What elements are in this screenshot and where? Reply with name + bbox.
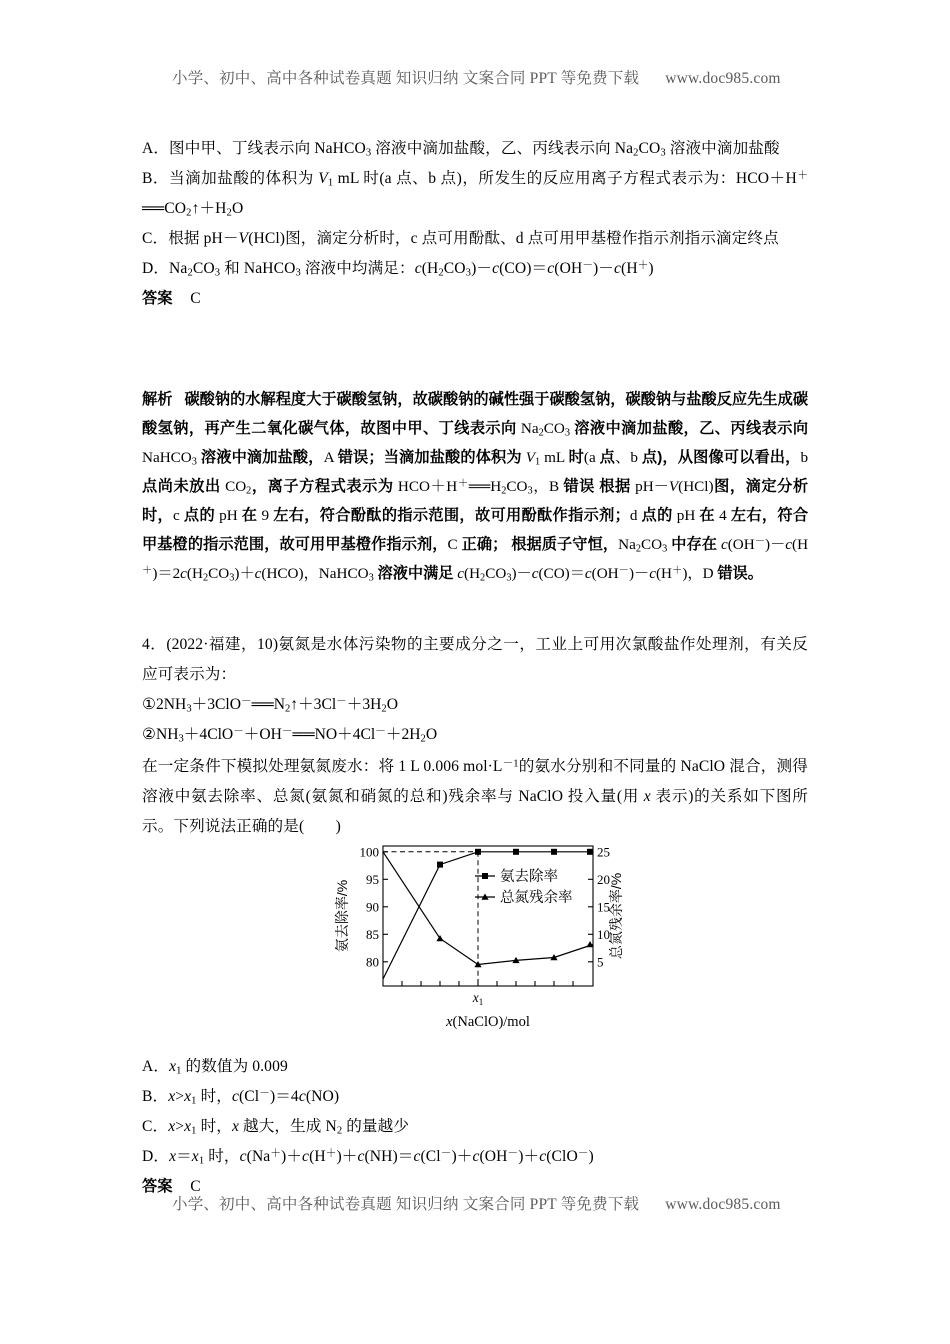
site-banner-bottom (172, 1192, 781, 1214)
q4-stem-2: 在一定条件下模拟处理氨氮废水：将 1 L 0.006 $mol\cdot L^{-1}$的氨水分别和不同量的 NaClO 混合，测得溶液中氨去除率、总氮(氨氮和硝氮的总和)残余率与 NaClO 投入量(用 x 表示)的关系如下图所示。下列说法正确的是( ) (142, 758, 808, 835)
ammonia-removal-chart (325, 834, 625, 1054)
q3-answer-value: C (190, 290, 201, 307)
series-total-nitrogen-residual (383, 852, 594, 967)
svg-text:10: 10 (597, 927, 610, 943)
left-axis-tick-labels (360, 845, 380, 970)
q3-analysis-label: 解析 (142, 391, 173, 408)
legend-label-2: 总氮残余率 (500, 890, 573, 906)
chart-guide-lines (383, 852, 478, 986)
q4-option-a: A．$x_1$ 的数值为 0.009 (142, 1058, 288, 1077)
banner-url-bottom: www.doc985.com (665, 1196, 781, 1213)
x-axis-ticks (402, 979, 573, 986)
svg-text:5: 5 (597, 954, 604, 970)
q4-answer-value: C (190, 1178, 201, 1195)
svg-text:100: 100 (359, 844, 379, 860)
svg-text:90: 90 (366, 899, 379, 915)
svg-text:85: 85 (366, 927, 379, 943)
q4-source: (2022·福建，10) (166, 636, 279, 653)
q3-answer-label: 答案 (142, 290, 173, 307)
q4-stem-text: 氨氮是水体污染物的主要成分之一，工业上可用次氯酸盐作处理剂，有关反应可表示为： (142, 636, 808, 683)
banner-text-cn: 小学、初中、高中各种试卷真题 知识归纳 文案合同 PPT 等免费下载 (172, 70, 640, 87)
svg-text:95: 95 (366, 872, 379, 888)
q3-analysis: 解析 碳酸钠的水解程度大于碳酸氢钠，故碳酸钠的碱性强于碳酸氢钠，碳酸钠与盐酸反应先生成碳酸氢钠，再产生二氧化碳气体，故图中甲、丁线表示向 $Na_2CO_3$ 溶液中滴加盐酸，乙、丙线表示向 NaHCO$_3$ 溶液中滴加盐酸，A 错误；当滴加盐酸的体积为 $V_1$ mL 时(a 点、b 点)，从图像可以看出，b 点尚未放出 $CO_2$，离子方程式表示为 $HCO+H^+══H_2CO_3$，B 错误 根据 pH－V(HCl)图，滴定分析时，c 点的 pH 在 9 左右，符合酚酞的指示范围，故可用酚酞作指示剂；d 点的 pH 在 4 左右，符合甲基橙的指示范围，故可用甲基橙作指示剂，C 正确； 根据质子守恒，$Na_2CO_3$ 中存在 $c(OH^-)-c(H^+)=2c(H_2CO_3)+c(HCO)$，NaHCO$_3$ 溶液中满足 $c(H_2CO_3)-c(CO)=c(OH^-)-c(H^+)$，D 错误。 (142, 391, 809, 584)
q3-answer-line (142, 284, 808, 314)
q3-option-d: D．$Na_2CO_3$ 和 NaHCO$_3$ 溶液中均满足：$c(H_2CO_3)-c(CO)=c(OH^-)-c(H^+)$ (142, 260, 654, 279)
svg-text:80: 80 (366, 954, 379, 970)
svg-text:25: 25 (597, 844, 610, 860)
banner-text-cn-bottom: 小学、初中、高中各种试卷真题 知识归纳 文案合同 PPT 等免费下载 (172, 1196, 640, 1213)
series-ammonia-removal (383, 849, 593, 979)
banner-url: www.doc985.com (665, 70, 781, 87)
question4-options (142, 1052, 808, 1202)
q4-number: 4． (142, 636, 167, 653)
site-banner-top (172, 66, 781, 88)
left-axis-ticks (383, 852, 388, 962)
q3-option-b: B．当滴加盐酸的体积为 $V_1$ mL 时(a 点、b 点)，所发生的反应用离子方程式表示为：$HCO+H^+══CO_2↑+H_2O$ (142, 170, 809, 219)
question3-options (142, 134, 808, 314)
q4-option-c: C．$x>x_1$ 时，x 越大，生成 $N_2$ 的量越少 (142, 1118, 410, 1137)
q4-equation-1: $①2NH_3+3ClO^-══N_2↑+3Cl^-+3H_2O$ (142, 696, 398, 715)
q4-equation-2: $②NH_3+4ClO^-+OH^-══NO+4Cl^-+2H_2O$ (142, 726, 438, 745)
x-axis-title: x(NaClO)/mol (446, 1014, 530, 1030)
y2-axis-title: 总氮残余率/% (608, 872, 624, 960)
q4-answer-label: 答案 (142, 1178, 173, 1195)
svg-text:15: 15 (597, 899, 610, 915)
q4-option-b: B．$x>x_1$ 时，c(Cl－)＝4c(NO) (142, 1088, 340, 1107)
legend-label-1: 氨去除率 (500, 869, 558, 885)
question4-stem (142, 630, 808, 690)
q3-option-c: C．根据 pH－V(HCl)图，滴定分析时，c 点可用酚酞、d 点可用甲基橙作指示剂指示滴定终点 (142, 230, 779, 247)
chart-figure (0, 834, 950, 1054)
q4-option-d: D．$x=x_1$ 时，c(Na＋)＋c(H＋)＋c(NH)＝c(Cl－)＋c(OH－)＋c(ClO－) (142, 1148, 594, 1167)
x1-tick-label: $x_1$ (472, 990, 484, 1007)
svg-text:20: 20 (597, 872, 610, 888)
q3-option-a: A．图中甲、丁线表示向 NaHCO$_3$ 溶液中滴加盐酸，乙、丙线表示向 $Na_2CO_3$ 溶液中滴加盐酸 (142, 140, 780, 159)
y-axis-title: 氨去除率/% (334, 879, 350, 953)
chart-legend (475, 868, 573, 906)
